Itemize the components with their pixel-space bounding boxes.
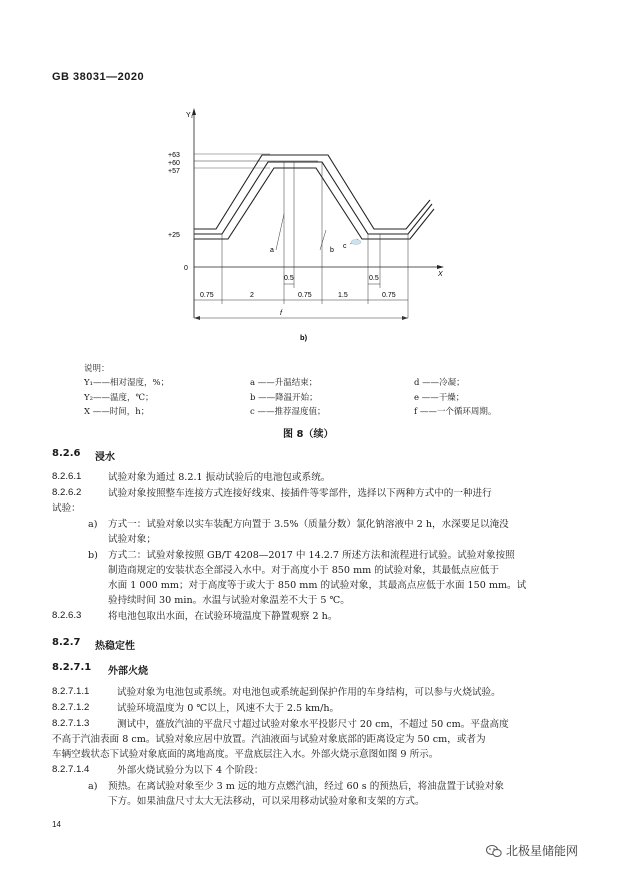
wechat-icon [486,844,502,858]
dim-seg-5: 0.75 [382,292,396,299]
legend-c: c ——推荐湿度值； [250,407,326,417]
para-8261-text: 试验对象为通过 8.2.1 振动试验后的电池包或系统。 [108,472,331,483]
y-tick-60: +60 [168,160,180,167]
item-b-line3: 水面 1 000 mm；对于高度等于或大于 850 mm 的试验对象，其最高点应低于水面 150 mm。试 [108,580,527,591]
legend-a: a ——升温结束； [250,378,318,388]
item-b-marker: b) [88,550,98,561]
para-82714-text: 外部火烧试验分为以下 4 个阶段： [117,765,264,776]
watermark [486,842,578,859]
para-82712-number: 8.2.7.1.2 [52,702,90,713]
x-axis-label: X [438,271,443,278]
legend-e: e ——干燥； [414,393,465,403]
legend-title: 说明： [84,364,110,374]
para-82712-text: 试验环境温度为 0 ℃以上，风速不大于 2.5 km/h。 [117,703,340,714]
standard-number: GB 38031—2020 [52,71,145,83]
para-8262-number: 8.2.6.2 [52,487,82,498]
point-label-a: a [270,247,274,254]
item-preheat-line1: 预热。在离试验对象至少 3 m 远的地方点燃汽油，经过 60 s 的预热后，将油盘置于试验对象 [108,781,505,792]
item-a-line2: 试验对象； [108,534,156,545]
item-b-line1: 方式二：试验对象按照 GB/T 4208—2017 中 14.2.7 所述方法和流程进行试验。试验对象按照 [108,550,515,561]
para-8262-line2: 试验： [52,503,81,514]
section-827-title: 热稳定性 [95,641,135,652]
legend-y1: Y₁——相对湿度，%； [84,378,170,388]
figure-caption: 图 8（续） [283,429,334,440]
legend-x: X ——时间，h； [84,407,150,417]
legend-y2: Y₂——温度，℃； [84,393,154,403]
point-label-c: c [343,243,347,250]
watermark-text: 北极星储能网 [506,844,579,858]
recommended-humidity-mark [351,240,361,245]
legend-d: d ——冷凝； [414,378,465,388]
y-tick-57: +57 [168,168,180,175]
curve-upper [194,155,430,229]
curve-lower [194,168,434,239]
period-label: f [280,310,282,317]
x-axis-arrow [437,265,444,269]
section-826-title: 浸水 [95,452,115,463]
para-82711-number: 8.2.7.1.1 [52,686,90,697]
dim-seg-2: 2 [250,292,254,299]
page-number: 14 [52,820,61,829]
item-preheat-marker: a) [88,781,98,792]
para-8262-line1: 试验对象按照整车连接方式连接好线束、接插件等零部件，选择以下两种方式中的一种进行 [108,488,492,499]
para-82713-line3: 车辆空载状态下试验对象底面的离地高度。平盘底层注入水。外部火烧示意图如图 9 所示。 [52,749,439,760]
section-8271-number: 8.2.7.1 [52,662,92,673]
subfigure-caption: b) [300,333,308,342]
curve-center [194,162,432,234]
item-b-line2: 制造商规定的安装状态全部浸入水中。对于高度小于 850 mm 的试验对象，其最低点应低于 [108,565,500,576]
item-a-marker: a) [88,519,98,530]
dim-small-2: 0.5 [369,275,379,282]
para-8261-number: 8.2.6.1 [52,471,82,482]
dim-seg-1: 0.75 [200,292,214,299]
para-82713-number: 8.2.7.1.3 [52,718,90,729]
section-826-number: 8.2.6 [52,448,81,459]
para-8263-number: 8.2.6.3 [52,610,82,621]
item-b-line4: 验持续时间 30 min。水温与试验对象温差不大于 5 ℃。 [108,595,350,606]
y-tick-0: 0 [184,265,188,272]
item-a-line1: 方式一：试验对象以实车装配方向置于 3.5%（质量分数）氯化钠溶液中 2 h，水深要足以淹没 [108,519,509,530]
item-preheat-line2: 下方。如果油盘尺寸太大无法移动，可以采用移动试验对象和支架的方式。 [108,796,425,807]
point-label-b: b [330,247,334,254]
section-827-number: 8.2.7 [52,637,81,648]
para-82714-number: 8.2.7.1.4 [52,764,90,775]
y-tick-25: +25 [168,232,180,239]
dim-seg-3: 0.75 [298,292,312,299]
para-82711-text: 试验对象为电池包或系统。对电池包或系统起到保护作用的车身结构，可以参与火烧试验。 [117,687,501,698]
legend-b: b ——降温开始； [250,393,318,403]
para-82713-line1: 测试中，盛放汽油的平盘尺寸超过试验对象水平投影尺寸 20 cm，不超过 50 cm。平盘高度 [117,719,509,730]
y-tick-63: +63 [168,152,180,159]
para-82713-line2: 不高于汽油表面 8 cm。试验对象应居中放置。汽油液面与试验对象底部的距离设定为 50 cm，或者为 [52,734,486,745]
dim-small-1: 0.5 [284,275,294,282]
legend-f: f ——一个循环周期。 [414,407,497,417]
section-8271-title: 外部火烧 [108,666,148,677]
para-8263-text: 将电池包取出水面，在试验环境温度下静置观察 2 h。 [108,611,338,622]
y-axis-label: Y₂ [186,112,194,119]
temperature-cycle-figure [150,104,450,344]
dim-seg-4: 1.5 [338,292,348,299]
